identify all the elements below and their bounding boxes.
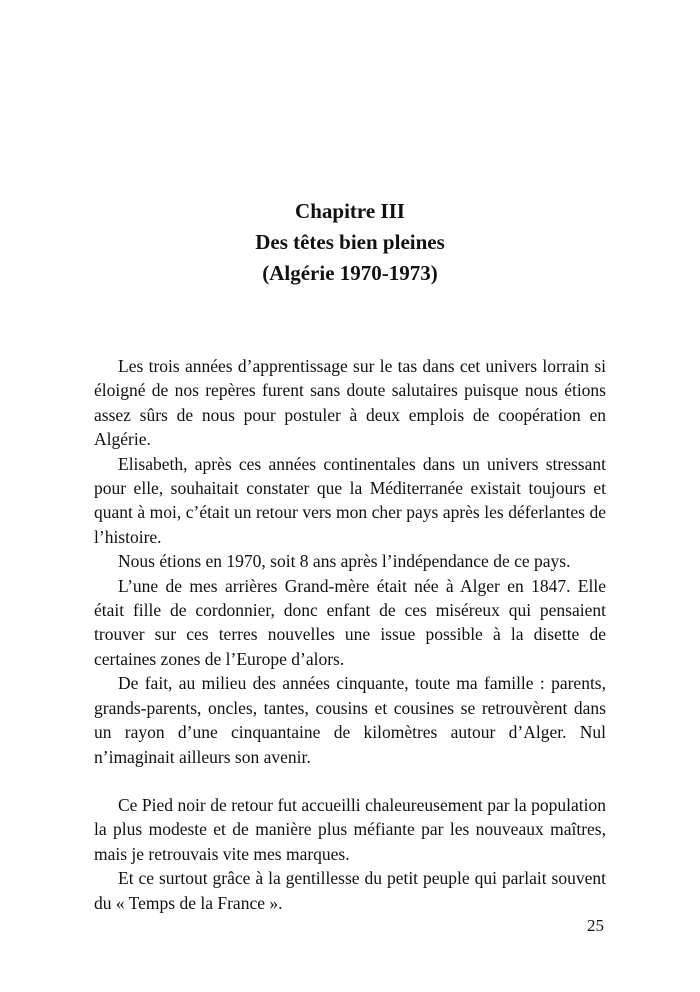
chapter-heading — [0, 196, 700, 289]
paragraph: Et ce surtout grâce à la gentillesse du petit peuple qui parlait souvent du « Temps de la France ». — [94, 868, 606, 913]
chapter-subtitle: (Algérie 1970-1973) — [262, 261, 438, 285]
paragraph: De fait, au milieu des années cinquante, toute ma famille : parents, grands-parents, oncles, tantes, cousins et cousines se retrouvèrent dans un rayon d’une cinquantaine de kilomètres autour d’Alger. Nul n’imaginait ailleurs son avenir. — [94, 673, 606, 767]
chapter-title: Des têtes bien pleines — [255, 230, 445, 254]
paragraph: Elisabeth, après ces années continentales dans un univers stressant pour elle, souhaitait constater que la Méditerranée existait toujours et quant à moi, c’était un retour vers mon cher pays après les déferlantes de l’histoire. — [94, 453, 606, 547]
paragraph: L’une de mes arrières Grand-mère était née à Alger en 1847. Elle était fille de cordonnier, donc enfant de ces miséreux qui pensaient trouver sur ces terres nouvelles une issue possible à la disette de certaines zones de l’Europe d’alors. — [94, 575, 606, 669]
paragraph: Les trois années d’apprentissage sur le tas dans cet univers lorrain si éloigné de nos repères furent sans doute salutaires puisque nous étions assez sûrs de nous pour postuler à deux emplois de coopération en Algérie. — [94, 356, 606, 450]
page-number: 25 — [587, 916, 604, 935]
paragraph: Nous étions en 1970, soit 8 ans après l’indépendance de ce pays. — [118, 551, 571, 572]
text-block-second — [94, 793, 606, 915]
paragraph: Ce Pied noir de retour fut accueilli chaleureusement par la population la plus modeste et de manière plus méfiante par les nouveaux maîtres, mais je retrouvais vite mes marques. — [94, 795, 606, 864]
chapter-number: Chapitre III — [295, 199, 405, 223]
text-block-first — [94, 354, 606, 769]
